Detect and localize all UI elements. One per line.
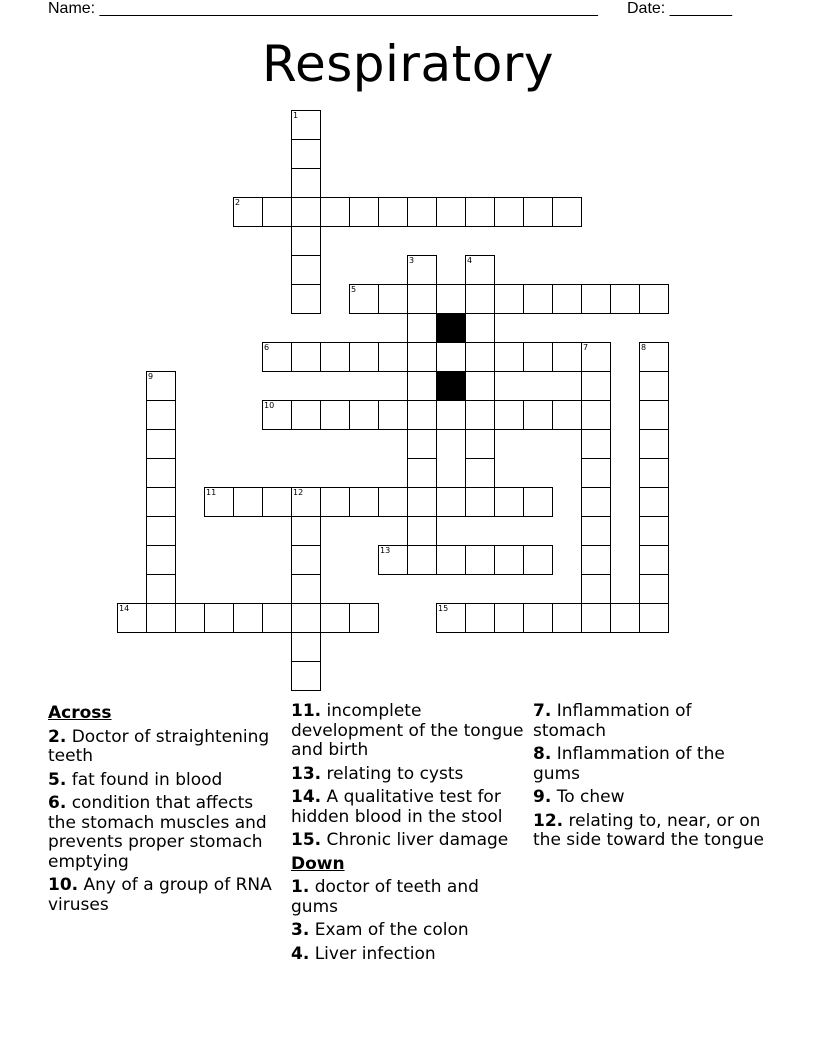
grid-cell[interactable] <box>349 400 379 430</box>
grid-cell[interactable] <box>320 342 350 372</box>
grid-cell[interactable] <box>291 255 321 285</box>
down-clue <box>291 878 526 917</box>
grid-cell[interactable] <box>465 429 495 459</box>
grid-cell[interactable] <box>465 487 495 517</box>
grid-cell[interactable] <box>262 487 292 517</box>
grid-cell[interactable] <box>378 487 408 517</box>
grid-cell[interactable] <box>233 487 263 517</box>
grid-cell[interactable] <box>204 487 234 517</box>
across-clue <box>291 702 526 761</box>
clue-column-1 <box>48 702 283 919</box>
grid-cell[interactable] <box>320 400 350 430</box>
down-clue <box>291 921 526 941</box>
grid-cell[interactable] <box>146 400 176 430</box>
grid-cell[interactable] <box>320 487 350 517</box>
across-clue <box>48 794 283 872</box>
grid-cell[interactable] <box>262 603 292 633</box>
grid-cell[interactable] <box>407 458 437 488</box>
clue-text: Any of a group of RNA viruses <box>48 875 272 915</box>
grid-cell[interactable] <box>523 545 553 575</box>
grid-cell[interactable] <box>407 197 437 227</box>
grid-cell[interactable] <box>262 342 292 372</box>
grid-cell[interactable] <box>291 661 321 691</box>
grid-cell[interactable] <box>581 458 611 488</box>
cell-number: 5 <box>351 285 357 294</box>
clue-text: To chew <box>556 787 625 807</box>
grid-cell[interactable] <box>378 545 408 575</box>
down-clue <box>533 702 768 741</box>
clue-number: 2. <box>48 726 67 747</box>
cell-number: 6 <box>264 343 270 352</box>
clue-text: fat found in blood <box>71 769 223 790</box>
grid-cell[interactable] <box>117 603 147 633</box>
cell-number: 1 <box>293 111 299 120</box>
grid-cell[interactable] <box>291 632 321 662</box>
grid-cell[interactable] <box>291 139 321 169</box>
name-field-label: Name: ________________________________________________________ <box>48 0 598 17</box>
grid-cell[interactable] <box>465 545 495 575</box>
grid-cell[interactable] <box>233 197 263 227</box>
page-title: Respiratory <box>262 35 554 93</box>
grid-cell[interactable] <box>436 284 466 314</box>
grid-cell[interactable] <box>407 284 437 314</box>
grid-cell[interactable] <box>552 197 582 227</box>
grid-cell[interactable] <box>146 429 176 459</box>
grid-cell[interactable] <box>639 603 669 633</box>
grid-cell[interactable] <box>175 603 205 633</box>
grid-cell[interactable] <box>407 342 437 372</box>
grid-cell[interactable] <box>581 342 611 372</box>
grid-cell[interactable] <box>465 371 495 401</box>
down-clue <box>533 812 768 851</box>
grid-cell[interactable] <box>465 255 495 285</box>
grid-cell[interactable] <box>291 487 321 517</box>
cell-number: 3 <box>409 256 415 265</box>
grid-cell[interactable] <box>581 574 611 604</box>
clue-number: 10. <box>48 875 79 895</box>
grid-cell[interactable] <box>494 603 524 633</box>
down-clue <box>533 788 768 808</box>
grid-cell[interactable] <box>407 255 437 285</box>
grid-cell[interactable] <box>320 603 350 633</box>
grid-cell[interactable] <box>581 516 611 546</box>
grid-cell[interactable] <box>407 371 437 401</box>
blocked-cell <box>436 313 466 343</box>
grid-cell[interactable] <box>465 313 495 343</box>
grid-cell[interactable] <box>639 574 669 604</box>
grid-cell[interactable] <box>639 284 669 314</box>
grid-cell[interactable] <box>523 487 553 517</box>
grid-cell[interactable] <box>407 516 437 546</box>
down-clue <box>291 945 526 965</box>
grid-cell[interactable] <box>494 487 524 517</box>
grid-cell[interactable] <box>378 400 408 430</box>
grid-cell[interactable] <box>494 197 524 227</box>
clue-number: 13. <box>291 763 322 784</box>
across-clue <box>48 728 283 767</box>
grid-cell[interactable] <box>291 168 321 198</box>
grid-cell[interactable] <box>146 371 176 401</box>
across-clue <box>48 771 283 791</box>
grid-cell[interactable] <box>610 284 640 314</box>
grid-cell[interactable] <box>233 603 263 633</box>
grid-cell[interactable] <box>291 342 321 372</box>
grid-cell[interactable] <box>639 429 669 459</box>
grid-cell[interactable] <box>581 400 611 430</box>
blocked-cell <box>436 371 466 401</box>
grid-cell[interactable] <box>494 284 524 314</box>
clue-number: 14. <box>291 787 322 807</box>
grid-cell[interactable] <box>291 226 321 256</box>
cell-number: 9 <box>148 372 154 381</box>
cell-number: 12 <box>293 488 304 497</box>
grid-cell[interactable] <box>291 574 321 604</box>
grid-cell[interactable] <box>494 545 524 575</box>
across-heading: Across <box>48 703 112 723</box>
clue-text: Inflammation of the gums <box>533 744 725 784</box>
grid-cell[interactable] <box>465 284 495 314</box>
grid-cell[interactable] <box>465 458 495 488</box>
grid-cell[interactable] <box>552 603 582 633</box>
grid-cell[interactable] <box>291 603 321 633</box>
date-field-label: Date: _______ <box>627 0 732 17</box>
grid-cell[interactable] <box>581 487 611 517</box>
clue-number: 8. <box>533 744 552 764</box>
grid-cell[interactable] <box>581 284 611 314</box>
grid-cell[interactable] <box>465 342 495 372</box>
across-clue <box>291 765 526 785</box>
grid-cell[interactable] <box>552 342 582 372</box>
clue-text: condition that affects the stomach muscles and prevents proper stomach emptying <box>48 793 267 872</box>
grid-cell[interactable] <box>291 400 321 430</box>
grid-cell[interactable] <box>610 603 640 633</box>
grid-cell[interactable] <box>146 458 176 488</box>
grid-cell[interactable] <box>639 545 669 575</box>
grid-cell[interactable] <box>436 197 466 227</box>
clue-text: Exam of the colon <box>314 920 469 940</box>
grid-cell[interactable] <box>581 603 611 633</box>
grid-cell[interactable] <box>204 603 234 633</box>
clue-text: Chronic liver damage <box>326 830 509 850</box>
clue-text: doctor of teeth and gums <box>291 877 479 917</box>
grid-cell[interactable] <box>262 400 292 430</box>
grid-cell[interactable] <box>523 603 553 633</box>
clue-text: incomplete development of the tongue and birth <box>291 701 524 760</box>
grid-cell[interactable] <box>494 342 524 372</box>
clue-text: relating to, near, or on the side toward the tongue <box>533 810 764 850</box>
grid-cell[interactable] <box>291 197 321 227</box>
grid-cell[interactable] <box>349 342 379 372</box>
grid-cell[interactable] <box>291 545 321 575</box>
grid-cell[interactable] <box>494 400 524 430</box>
grid-cell[interactable] <box>407 313 437 343</box>
clue-number: 4. <box>291 943 310 964</box>
grid-cell[interactable] <box>291 516 321 546</box>
down-heading: Down <box>291 853 345 874</box>
grid-cell[interactable] <box>639 400 669 430</box>
grid-cell[interactable] <box>436 545 466 575</box>
grid-cell[interactable] <box>291 110 321 140</box>
grid-cell[interactable] <box>581 545 611 575</box>
clue-number: 9. <box>533 787 552 807</box>
down-clue <box>533 745 768 784</box>
grid-cell[interactable] <box>378 197 408 227</box>
cell-number: 14 <box>119 604 130 613</box>
grid-cell[interactable] <box>436 400 466 430</box>
clue-number: 5. <box>48 769 67 790</box>
grid-cell[interactable] <box>639 342 669 372</box>
grid-cell[interactable] <box>378 284 408 314</box>
grid-cell[interactable] <box>407 400 437 430</box>
grid-cell[interactable] <box>436 603 466 633</box>
cell-number: 10 <box>264 401 275 410</box>
grid-cell[interactable] <box>639 458 669 488</box>
grid-cell[interactable] <box>349 197 379 227</box>
grid-cell[interactable] <box>465 400 495 430</box>
clue-number: 11. <box>291 701 322 721</box>
clue-text: Doctor of straightening teeth <box>48 726 270 766</box>
grid-cell[interactable] <box>523 197 553 227</box>
cell-number: 7 <box>583 343 589 352</box>
grid-cell[interactable] <box>262 197 292 227</box>
clue-number: 6. <box>48 793 67 813</box>
grid-cell[interactable] <box>146 574 176 604</box>
grid-cell[interactable] <box>407 545 437 575</box>
grid-cell[interactable] <box>407 429 437 459</box>
grid-cell[interactable] <box>581 371 611 401</box>
grid-cell[interactable] <box>465 603 495 633</box>
clue-text: relating to cysts <box>326 763 464 784</box>
across-clue <box>48 876 283 915</box>
cell-number: 4 <box>467 256 473 265</box>
clue-text: A qualitative test for hidden blood in the stool <box>291 787 503 827</box>
grid-cell[interactable] <box>146 545 176 575</box>
grid-cell[interactable] <box>465 197 495 227</box>
grid-cell[interactable] <box>639 487 669 517</box>
grid-cell[interactable] <box>146 603 176 633</box>
cell-number: 11 <box>206 488 217 497</box>
clue-text: Liver infection <box>314 943 436 964</box>
across-clue <box>291 831 526 851</box>
grid-cell[interactable] <box>552 284 582 314</box>
cell-number: 13 <box>380 546 391 555</box>
clue-number: 12. <box>533 810 564 831</box>
grid-cell[interactable] <box>407 487 437 517</box>
clue-column-2 <box>291 702 526 968</box>
clue-number: 1. <box>291 877 310 897</box>
clue-number: 15. <box>291 830 322 850</box>
grid-cell[interactable] <box>523 342 553 372</box>
grid-cell[interactable] <box>523 400 553 430</box>
cell-number: 8 <box>641 343 647 352</box>
clue-text: Inflammation of stomach <box>533 701 692 741</box>
grid-cell[interactable] <box>639 516 669 546</box>
grid-cell[interactable] <box>581 429 611 459</box>
grid-cell[interactable] <box>146 487 176 517</box>
grid-cell[interactable] <box>320 197 350 227</box>
grid-cell[interactable] <box>378 342 408 372</box>
grid-cell[interactable] <box>349 603 379 633</box>
cell-number: 2 <box>235 198 241 207</box>
clue-number: 7. <box>533 701 552 721</box>
clue-column-3 <box>533 702 768 855</box>
grid-cell[interactable] <box>436 487 466 517</box>
grid-cell[interactable] <box>639 371 669 401</box>
across-clue <box>291 788 526 827</box>
grid-cell[interactable] <box>291 284 321 314</box>
grid-cell[interactable] <box>146 516 176 546</box>
grid-cell[interactable] <box>552 400 582 430</box>
cell-number: 15 <box>438 604 449 613</box>
grid-cell[interactable] <box>436 342 466 372</box>
grid-cell[interactable] <box>349 487 379 517</box>
grid-cell[interactable] <box>523 284 553 314</box>
grid-cell[interactable] <box>349 284 379 314</box>
clue-number: 3. <box>291 920 310 940</box>
